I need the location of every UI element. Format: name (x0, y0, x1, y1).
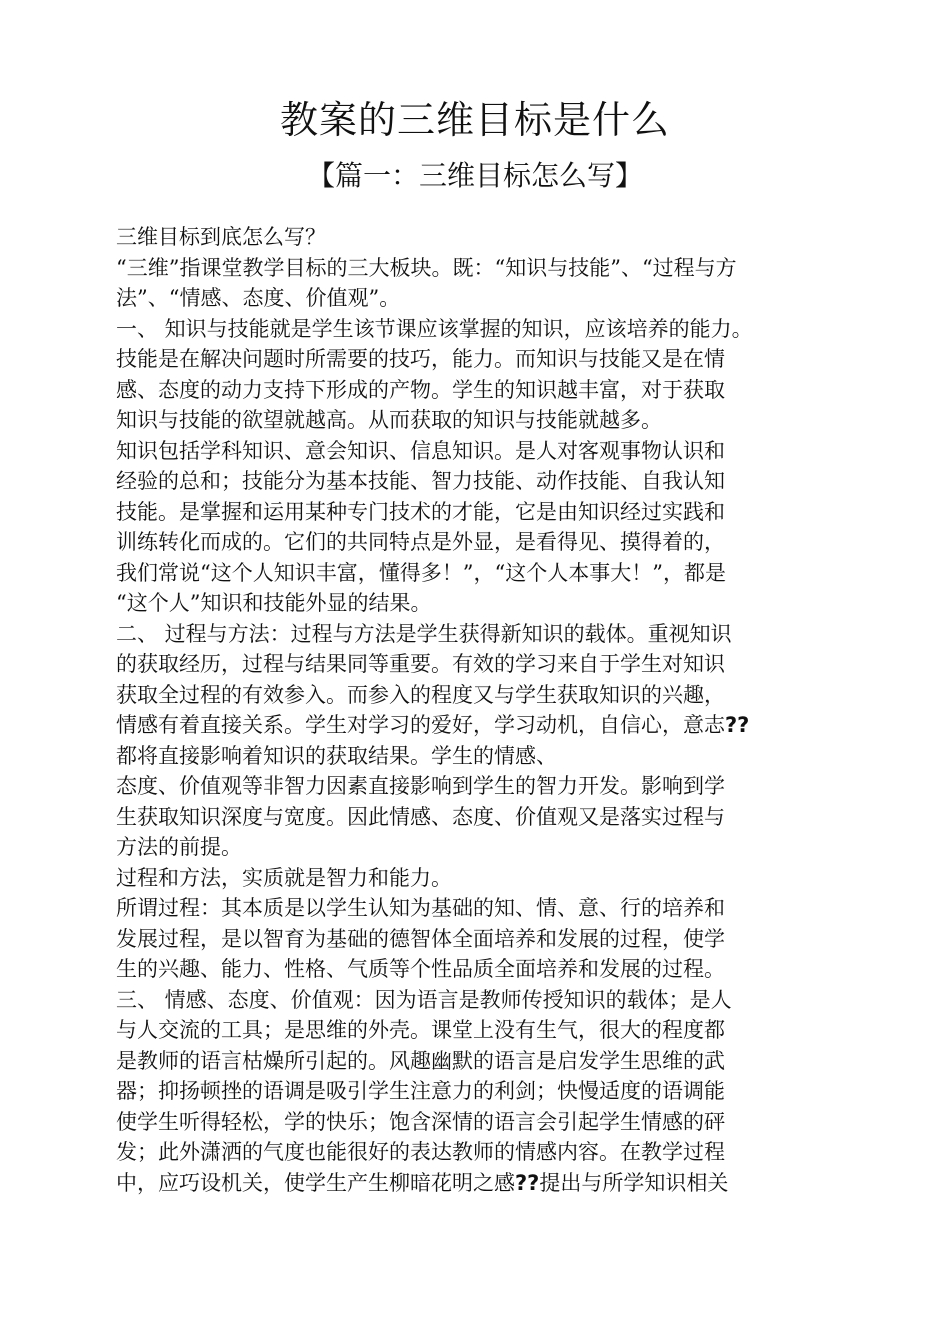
text-line: 我们常说“这个人知识丰富，懂得多！”，“这个人本事大！”，都是 (116, 560, 726, 585)
text-line: 器；抑扬顿挫的语调是吸引学生注意力的利剑；快慢适度的语调能 (116, 1079, 725, 1103)
text-line: 使学生听得轻松，学的快乐；饱含深情的语言会引起学生情感的砰 (116, 1109, 725, 1134)
body-text (116, 222, 856, 1198)
text-line: “这个人”知识和技能外显的结果。 (116, 591, 432, 615)
text-line: 生的兴趣、能力、性格、气质等个性品质全面培养和发展的过程。 (116, 957, 725, 981)
text-line: 三、 情感、态度、价值观：因为语言是教师传授知识的载体；是人 (116, 987, 732, 1012)
text-line: 生获取知识深度与宽度。因此情感、态度、价值观又是落实过程与 (116, 804, 725, 829)
text-line: 知识与技能的欲望就越高。从而获取的知识与技能就越多。 (116, 408, 662, 432)
text-line: 三维目标到底怎么写？ (116, 225, 326, 249)
text-line: 发；此外潇洒的气度也能很好的表达教师的情感内容。在教学过程 (116, 1140, 725, 1164)
text-line: 二、 过程与方法：过程与方法是学生获得新知识的载体。重视知识 (116, 621, 732, 646)
text-line: 的获取经历，过程与结果同等重要。有效的学习来自于学生对知识 (116, 652, 725, 676)
text-line: 发展过程，是以智育为基础的德智体全面培养和发展的过程，使学 (116, 926, 725, 951)
text-line: 技能是在解决问题时所需要的技巧，能力。而知识与技能又是在情 (116, 347, 725, 371)
text-line: “三维”指课堂教学目标的三大板块。既：“知识与技能”、“过程与方 (116, 255, 737, 280)
text-line: 技能。是掌握和运用某种专门技术的才能，它是由知识经过实践和 (116, 499, 725, 524)
text-line: 获取全过程的有效参入。而参入的程度又与学生获取知识的兴趣， (116, 682, 725, 707)
section-heading: 【篇一：三维目标怎么写】 (306, 159, 643, 192)
text-line: 情感有着直接关系。学生对学习的爱好，学习动机，自信心，意志?? (116, 713, 750, 737)
text-line: 经验的总和；技能分为基本技能、智力技能、动作技能、自我认知 (116, 469, 725, 493)
text-line: 都将直接影响着知识的获取结果。学生的情感、 (116, 743, 557, 768)
text-line: 中，应巧设机关，使学生产生柳暗花明之感??提出与所学知识相关 (116, 1170, 729, 1195)
text-line: 一、 知识与技能就是学生该节课应该掌握的知识，应该培养的能力。 (116, 316, 753, 341)
text-line: 所谓过程：其本质是以学生认知为基础的知、情、意、行的培养和 (116, 896, 725, 920)
text-line: 是教师的语言枯燥所引起的。风趣幽默的语言是启发学生思维的武 (116, 1048, 725, 1073)
text-line: 法”、“情感、态度、价值观”。 (116, 286, 401, 310)
text-line: 感、态度的动力支持下形成的产物。学生的知识越丰富，对于获取 (116, 377, 725, 402)
text-line: 训练转化而成的。它们的共同特点是外显，是看得见、摸得着的， (116, 530, 725, 554)
text-line: 方法的前提。 (116, 835, 242, 859)
text-line: 过程和方法，实质就是智力和能力。 (116, 865, 452, 890)
page-title: 教案的三维目标是什么 (279, 98, 670, 142)
text-line: 态度、价值观等非智力因素直接影响到学生的智力开发。影响到学 (116, 774, 725, 798)
text-line: 与人交流的工具；是思维的外壳。课堂上没有生气，很大的程度都 (116, 1018, 725, 1042)
text-line: 知识包括学科知识、意会知识、信息知识。是人对客观事物认识和 (116, 438, 725, 463)
